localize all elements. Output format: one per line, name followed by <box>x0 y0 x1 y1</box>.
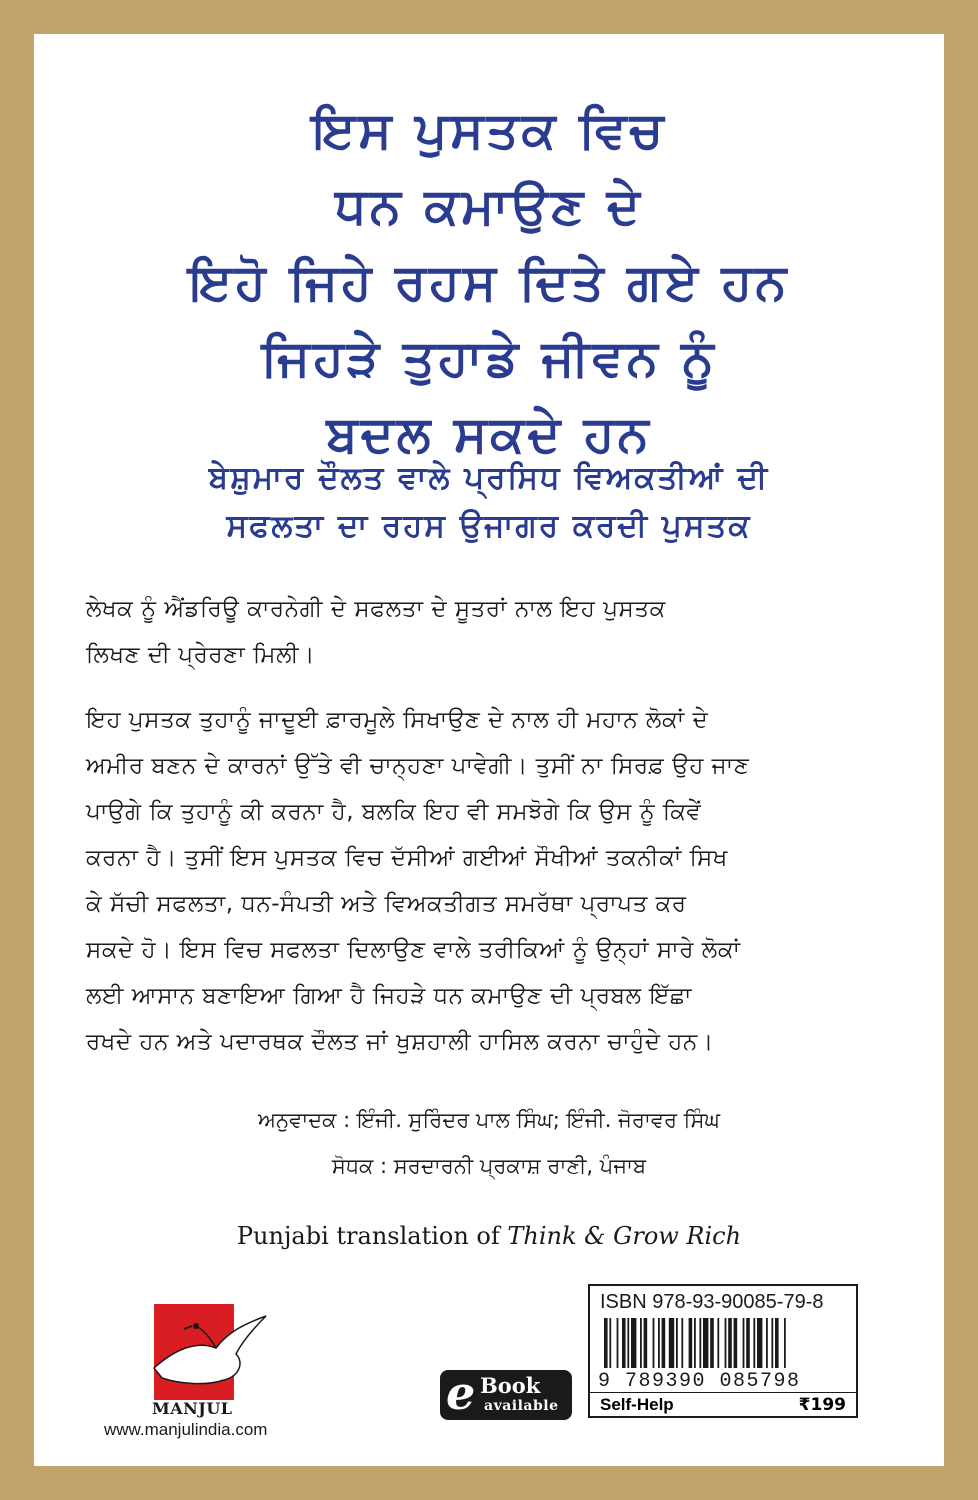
barcode-bar <box>676 1318 678 1368</box>
paragraph-line: ਪਾਉਗੇ ਕਿ ਤੁਹਾਨੂੰ ਕੀ ਕਰਨਾ ਹੈ, ਬਲਕਿ ਇਹ ਵੀ ਸਮਝੋਗੇ ਕਿ ਉਸ ਨੂੰ ਕਿਵੇਂ <box>86 799 702 825</box>
barcode-bar <box>694 1318 696 1368</box>
ebook-book: Book <box>480 1373 541 1398</box>
headline-line: ਧਨ ਕਮਾਉਣ ਦੇ <box>335 177 643 235</box>
barcode-bar <box>631 1318 636 1368</box>
barcode-digits: 9 789390 085798 <box>598 1370 801 1393</box>
barcode-bar <box>757 1318 762 1368</box>
barcode-icon <box>602 1318 844 1368</box>
paragraph-line: ਅਮੀਰ ਬਣਨ ਦੇ ਕਾਰਨਾਂ ਉੱਤੇ ਵੀ ਚਾਨ੍ਹਣਾ ਪਾਵੇਗੀ। ਤੁਸੀਂ ਨਾ ਸਿਰਫ਼ ਉਹ ਜਾਣ <box>86 753 750 779</box>
barcode-bar <box>710 1318 714 1368</box>
paragraph-line: ਇਹ ਪੁਸਤਕ ਤੁਹਾਨੂੰ ਜਾਦੂਈ ਫ਼ਾਰਮੂਲੇ ਸਿਖਾਉਣ ਦੇ ਨਾਲ ਹੀ ਮਹਾਨ ਲੋਕਾਂ ਦੇ <box>86 707 709 733</box>
credits <box>34 1097 944 1189</box>
barcode-bar <box>640 1318 642 1368</box>
publisher-name: MANJUL <box>152 1399 233 1418</box>
description-paragraph <box>86 697 894 1065</box>
paragraph-line: ਕਰਨਾ ਹੈ। ਤੁਸੀਂ ਇਸ ਪੁਸਤਕ ਵਿਚ ਦੱਸੀਆਂ ਗਈਆਂ ਸੌਖੀਆਂ ਤਕਨੀਕਾਂ ਸਿਖ <box>86 845 728 871</box>
barcode-bar <box>604 1318 608 1368</box>
headline-line: ਬਦਲ ਸਕਦੇ ਹਨ <box>326 405 652 463</box>
barcode-bar <box>658 1318 660 1368</box>
paragraph-line: ਸਕਦੇ ਹੋ। ਇਸ ਵਿਚ ਸਫਲਤਾ ਦਿਲਾਉਣ ਵਾਲੇ ਤਰੀਕਿਆਂ ਨੂੰ ਉਨ੍ਹਾਂ ਸਾਰੇ ਲੋਕਾਂ <box>86 937 741 963</box>
isbn-box <box>588 1284 858 1418</box>
barcode-bar <box>771 1318 773 1368</box>
barcode-bar <box>766 1318 768 1368</box>
paragraph-line: ਕੇ ਸੱਚੀ ਸਫਲਤਾ, ਧਨ-ਸੰਪਤੀ ਅਤੇ ਵਿਅਕਤੀਗਤ ਸਮਰੱਥਾ ਪ੍ਰਾਪਤ ਕਰ <box>86 891 687 917</box>
intro-paragraph <box>86 586 894 678</box>
barcode-bar <box>725 1318 727 1368</box>
barcode-bar <box>743 1318 745 1368</box>
barcode-bar <box>622 1318 626 1368</box>
subheadline-line: ਸਫਲਤਾ ਦਾ ਰਹਸ ਉਜਾਗਰ ਕਰਦੀ ਪੁਸਤਕ <box>226 508 752 544</box>
barcode-bar <box>689 1318 693 1368</box>
barcode-bar <box>703 1318 708 1368</box>
publisher-block <box>104 1304 346 1439</box>
category-price-row <box>590 1392 856 1417</box>
headline <box>34 92 944 472</box>
barcode-bar <box>746 1318 750 1368</box>
paragraph-line: ਰਖਦੇ ਹਨ ਅਤੇ ਪਦਾਰਥਕ ਦੌਲਤ ਜਾਂ ਖੁਸ਼ਹਾਲੀ ਹਾਸਿਲ ਕਰਨਾ ਚਾਹੁੰਦੇ ਹਨ। <box>86 1029 714 1055</box>
ebook-e: e <box>446 1366 476 1420</box>
barcode-bar <box>753 1318 755 1368</box>
headline-line: ਜਿਹੜੇ ਤੁਹਾਡੇ ਜੀਵਨ ਨੂੰ <box>261 329 717 387</box>
subheadline-line: ਬੇਸ਼ੁਮਾਰ ਦੌਲਤ ਵਾਲੇ ਪ੍ਰਸਿਧ ਵਿਅਕਤੀਆਂ ਦੀ <box>208 460 770 496</box>
book-price: ₹199 <box>798 1395 846 1415</box>
barcode-bar <box>662 1318 666 1368</box>
paragraph-line: ਲਿਖਣ ਦੀ ਪ੍ਰੇਰਣਾ ਮਿਲੀ। <box>86 642 316 668</box>
book-category: Self-Help <box>600 1395 674 1414</box>
original-title: Think & Grow Rich <box>507 1222 742 1250</box>
ebook-available-badge <box>440 1366 572 1420</box>
headline-line: ਇਹੋ ਜਿਹੇ ਰਹਸ ਦਿਤੇ ਗਏ ਹਨ <box>188 253 790 311</box>
editor-credit: ਸੋਧਕ : ਸਰਦਾਰਨੀ ਪ੍ਰਕਾਸ਼ ਰਾਣੀ, ਪੰਜਾਬ <box>331 1154 647 1178</box>
barcode-bar <box>627 1318 629 1368</box>
translation-prefix: Punjabi translation of <box>236 1222 500 1250</box>
barcode-bar <box>699 1318 701 1368</box>
publisher-website: www.manjulindia.com <box>104 1420 268 1439</box>
headline-line: ਇਸ ਪੁਸਤਕ ਵਿਚ <box>311 101 667 159</box>
paragraph-line: ਲੇਖਕ ਨੂੰ ਐਂਡਰਿਊ ਕਾਰਨੇਗੀ ਦੇ ਸਫਲਤਾ ਦੇ ਸੂਤਰਾਂ ਨਾਲ ਇਹ ਪੁਸਤਕ <box>86 596 666 622</box>
subheadline <box>34 454 944 550</box>
back-cover <box>34 34 944 1466</box>
paragraph-line: ਲਈ ਆਸਾਨ ਬਣਾਇਆ ਗਿਆ ਹੈ ਜਿਹੜੇ ਧਨ ਕਮਾਉਣ ਦੀ ਪ੍ਰਬਲ ਇੱਛਾ <box>86 983 692 1009</box>
barcode-bar <box>734 1318 738 1368</box>
barcode-bar <box>784 1318 786 1368</box>
barcode-bar <box>609 1318 611 1368</box>
isbn-number: ISBN 978-93-90085-79-8 <box>600 1291 824 1313</box>
barcode-bar <box>644 1318 648 1368</box>
barcode-bar <box>681 1318 683 1368</box>
barcode-bar <box>653 1318 655 1368</box>
barcode-bar <box>728 1318 732 1368</box>
barcode-bar <box>617 1318 619 1368</box>
barcode-bar <box>717 1318 719 1368</box>
translation-note <box>34 1218 944 1254</box>
barcode-bar <box>669 1318 674 1368</box>
swan-icon <box>144 1310 274 1400</box>
translators-credit: ਅਨੁਵਾਦਕ : ਇੰਜੀ. ਸੁਰਿੰਦਰ ਪਾਲ ਸਿੰਘ; ਇੰਜੀ. ਜੋਰਾਵਰ ਸਿੰਘ <box>257 1108 721 1132</box>
barcode-bar <box>775 1318 779 1368</box>
ebook-available: available <box>484 1398 559 1414</box>
